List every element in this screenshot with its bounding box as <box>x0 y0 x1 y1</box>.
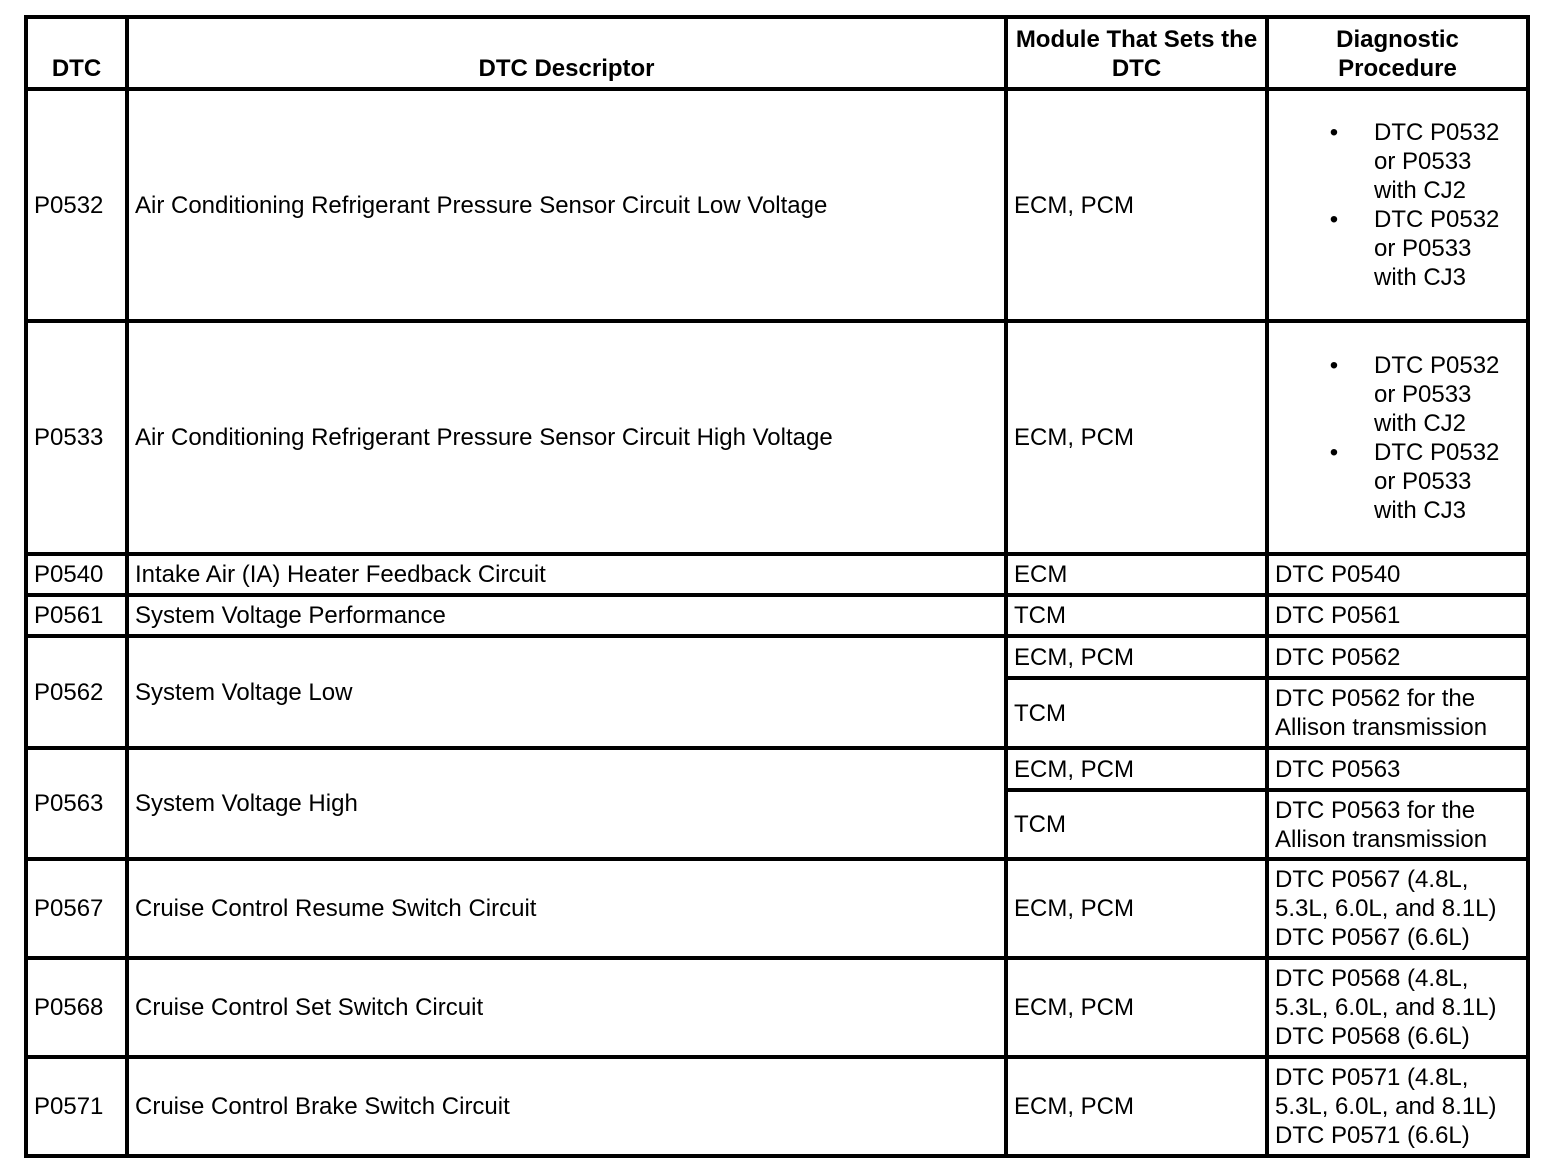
table-row <box>26 958 1528 1057</box>
dtc-descriptor: Cruise Control Resume Switch Circuit <box>127 859 1006 958</box>
module-cell: ECM, PCM <box>1006 859 1267 958</box>
procedure-cell <box>1267 859 1528 958</box>
dtc-code: P0561 <box>26 595 127 636</box>
dtc-descriptor: Cruise Control Brake Switch Circuit <box>127 1057 1006 1156</box>
module-cell: ECM <box>1006 554 1267 595</box>
table-row <box>26 554 1528 595</box>
procedure-line: Allison transmission <box>1275 825 1488 853</box>
bullet-icon: • <box>1329 119 1339 146</box>
procedure-line: DTC P0562 for the <box>1275 685 1476 712</box>
bullet-icon: • <box>1329 438 1339 466</box>
dtc-code: P0540 <box>26 554 127 595</box>
header-descriptor: DTC Descriptor <box>127 17 1006 89</box>
dtc-table <box>24 15 1530 1158</box>
header-dtc: DTC <box>26 17 127 89</box>
procedure-cell: DTC P0561 <box>1267 595 1528 636</box>
procedure-cell <box>1267 678 1528 748</box>
procedure-line: DTC P0567 (6.6L) <box>1275 924 1470 951</box>
procedure-line: 5.3L, 6.0L, and 8.1L) <box>1275 994 1497 1021</box>
module-cell: ECM, PCM <box>1006 321 1267 554</box>
procedure-link: DTC P0532 or P0533 with CJ3 <box>1374 438 1500 524</box>
bullet-icon: • <box>1329 351 1339 379</box>
table-row <box>26 1057 1528 1156</box>
procedure-bullet-list <box>1275 118 1520 292</box>
procedure-cell: DTC P0563 <box>1267 748 1528 790</box>
table-row <box>26 321 1528 554</box>
procedure-link: DTC P0532 or P0533 with CJ2 <box>1374 119 1500 204</box>
header-module: Module That Sets the DTC <box>1006 17 1267 89</box>
dtc-code: P0563 <box>26 748 127 859</box>
module-cell: TCM <box>1006 678 1267 748</box>
procedure-bullet-list <box>1275 351 1520 525</box>
table-row <box>26 748 1528 790</box>
procedure-line: 5.3L, 6.0L, and 8.1L) <box>1275 1093 1497 1120</box>
procedure-line: DTC P0568 (4.8L, <box>1275 965 1469 992</box>
procedure-link: DTC P0532 or P0533 with CJ3 <box>1374 206 1500 291</box>
module-cell: TCM <box>1006 595 1267 636</box>
module-cell: ECM, PCM <box>1006 748 1267 790</box>
module-cell: TCM <box>1006 790 1267 859</box>
list-item <box>1275 205 1520 292</box>
table-row <box>26 636 1528 678</box>
dtc-descriptor: Air Conditioning Refrigerant Pressure Sensor Circuit Low Voltage <box>127 89 1006 321</box>
procedure-line: DTC P0563 for the <box>1275 796 1476 824</box>
procedure-cell <box>1267 321 1528 554</box>
dtc-code: P0532 <box>26 89 127 321</box>
module-cell: ECM, PCM <box>1006 1057 1267 1156</box>
module-cell: ECM, PCM <box>1006 636 1267 678</box>
list-item <box>1275 118 1520 205</box>
procedure-cell: DTC P0540 <box>1267 554 1528 595</box>
bullet-icon: • <box>1329 206 1339 233</box>
procedure-line: DTC P0567 (4.8L, <box>1275 866 1469 893</box>
procedure-line: DTC P0571 (4.8L, <box>1275 1064 1469 1091</box>
dtc-descriptor: Air Conditioning Refrigerant Pressure Sensor Circuit High Voltage <box>127 321 1006 554</box>
procedure-line: 5.3L, 6.0L, and 8.1L) <box>1275 895 1497 922</box>
module-cell: ECM, PCM <box>1006 89 1267 321</box>
procedure-link: DTC P0532 or P0533 with CJ2 <box>1374 351 1500 437</box>
table-row <box>26 89 1528 321</box>
dtc-code: P0571 <box>26 1057 127 1156</box>
module-cell: ECM, PCM <box>1006 958 1267 1057</box>
procedure-line: DTC P0568 (6.6L) <box>1275 1023 1470 1050</box>
table-row <box>26 859 1528 958</box>
dtc-code: P0562 <box>26 636 127 748</box>
dtc-descriptor: System Voltage Performance <box>127 595 1006 636</box>
procedure-cell <box>1267 790 1528 859</box>
procedure-cell <box>1267 89 1528 321</box>
table-row <box>26 595 1528 636</box>
procedure-cell: DTC P0562 <box>1267 636 1528 678</box>
procedure-cell <box>1267 1057 1528 1156</box>
dtc-descriptor: System Voltage Low <box>127 636 1006 748</box>
dtc-descriptor: System Voltage High <box>127 748 1006 859</box>
dtc-code: P0567 <box>26 859 127 958</box>
header-procedure: Diagnostic Procedure <box>1267 17 1528 89</box>
procedure-line: Allison transmission <box>1275 714 1488 741</box>
dtc-code: P0568 <box>26 958 127 1057</box>
header-row <box>26 17 1528 89</box>
dtc-descriptor: Cruise Control Set Switch Circuit <box>127 958 1006 1057</box>
list-item <box>1275 438 1520 525</box>
procedure-line: DTC P0571 (6.6L) <box>1275 1122 1470 1149</box>
list-item <box>1275 351 1520 438</box>
dtc-descriptor: Intake Air (IA) Heater Feedback Circuit <box>127 554 1006 595</box>
procedure-cell <box>1267 958 1528 1057</box>
dtc-code: P0533 <box>26 321 127 554</box>
